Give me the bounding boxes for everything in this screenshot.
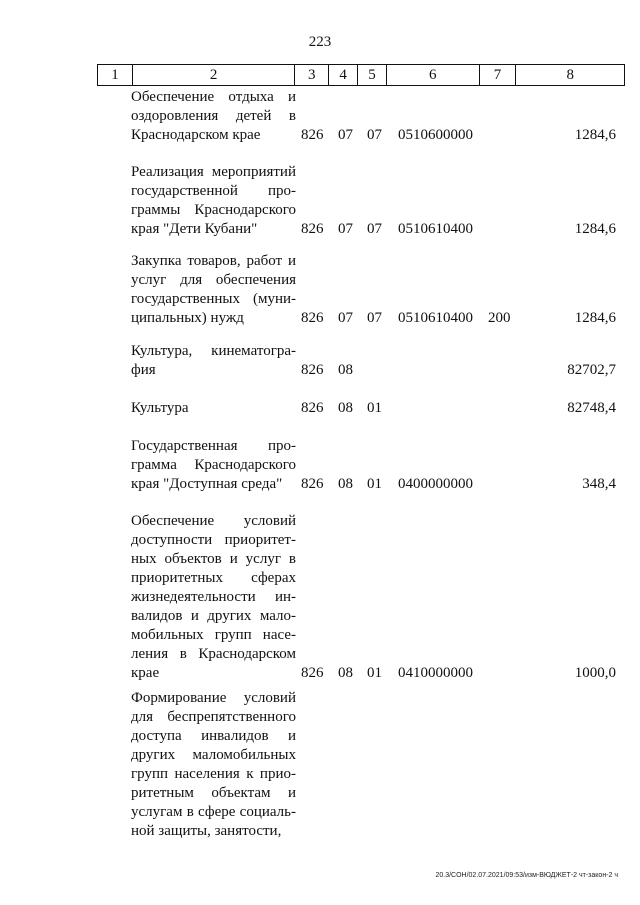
cell-c7: 200	[488, 310, 511, 326]
cell-c3: 826	[301, 665, 324, 681]
row-description	[131, 399, 296, 418]
row-description	[131, 88, 296, 145]
cell-c6: 0510610400	[398, 221, 473, 237]
description-line: Краснодарском крае	[131, 127, 261, 143]
cell-c5: 01	[367, 476, 382, 492]
description-line: ной защиты, занятости,	[131, 823, 282, 839]
description-line: доступности приоритет-	[131, 532, 296, 548]
description-line: Культура	[131, 400, 189, 416]
description-line: Обеспечение условий	[131, 513, 296, 529]
cell-c4: 08	[338, 362, 353, 378]
cell-c6: 0510610400	[398, 310, 473, 326]
description-line: края "Дети Кубани"	[131, 221, 258, 237]
header-col-3: 3	[295, 65, 329, 85]
description-line: ных объектов и услуг в	[131, 551, 296, 567]
description-line: Закупка товаров, работ и	[131, 253, 296, 269]
row-description	[131, 512, 296, 683]
description-line: валидов и других мало-	[131, 608, 296, 624]
description-line: приоритетных сферах	[131, 570, 296, 586]
description-line: для беспрепятственного	[131, 709, 296, 725]
cell-c6: 0410000000	[398, 665, 473, 681]
cell-c4: 08	[338, 400, 353, 416]
description-line: групп населения к прио-	[131, 766, 296, 782]
cell-c8: 348,4	[582, 476, 616, 492]
header-col-7: 7	[480, 65, 517, 85]
cell-c4: 07	[338, 127, 353, 143]
header-col-5: 5	[358, 65, 387, 85]
cell-c5: 07	[367, 221, 382, 237]
cell-c3: 826	[301, 476, 324, 492]
header-col-1: 1	[98, 65, 133, 85]
header-col-2: 2	[133, 65, 295, 85]
description-line: Обеспечение отдыха и	[131, 89, 296, 105]
description-line: граммы Краснодарского	[131, 202, 296, 218]
cell-c8: 82748,4	[567, 400, 616, 416]
description-line: оздоровления детей в	[131, 108, 296, 124]
description-line: мобильных групп насе-	[131, 627, 296, 643]
description-line: ления в Краснодарском	[131, 646, 296, 662]
description-line: края "Доступная среда"	[131, 476, 283, 492]
description-line: услугам в сфере социаль-	[131, 804, 296, 820]
row-description	[131, 252, 296, 328]
table-header	[97, 64, 625, 86]
description-line: Культура, кинематогра-	[131, 343, 296, 359]
description-line: ципальных) нужд	[131, 310, 244, 326]
cell-c3: 826	[301, 400, 324, 416]
cell-c8: 1284,6	[574, 127, 616, 143]
footer-stamp: 20.3/COH/02.07.2021/09:53/изм-ВЮДЖЕТ-2 чт-закон-2 ч	[435, 872, 618, 879]
description-line: государственной про-	[131, 183, 296, 199]
description-line: грамма Краснодарского	[131, 457, 296, 473]
cell-c8: 1284,6	[574, 221, 616, 237]
description-line: жизнедеятельности ин-	[131, 589, 296, 605]
cell-c3: 826	[301, 221, 324, 237]
row-description	[131, 437, 296, 494]
page-number: 223	[308, 34, 332, 50]
header-col-6: 6	[387, 65, 480, 85]
header-col-8: 8	[566, 67, 574, 83]
row-description	[131, 163, 296, 239]
description-line: Реализация мероприятий	[131, 164, 296, 180]
cell-c6: 0400000000	[398, 476, 473, 492]
header-col-4: 4	[329, 65, 358, 85]
description-line: Государственная про-	[131, 438, 296, 454]
row-description	[131, 342, 296, 380]
cell-c8: 82702,7	[567, 362, 616, 378]
cell-c3: 826	[301, 127, 324, 143]
description-line: услуг для обеспечения	[131, 272, 296, 288]
cell-c5: 01	[367, 665, 382, 681]
description-line: фия	[131, 362, 156, 378]
cell-c8: 1000,0	[574, 665, 616, 681]
cell-c5: 01	[367, 400, 382, 416]
cell-c4: 08	[338, 665, 353, 681]
description-line: других маломобильных	[131, 747, 296, 763]
row-description	[131, 689, 296, 841]
cell-c3: 826	[301, 310, 324, 326]
cell-c5: 07	[367, 310, 382, 326]
description-line: государственных (муни-	[131, 291, 296, 307]
cell-c3: 826	[301, 362, 324, 378]
description-line: доступа инвалидов и	[131, 728, 296, 744]
cell-c4: 08	[338, 476, 353, 492]
description-line: крае	[131, 665, 160, 681]
cell-c4: 07	[338, 221, 353, 237]
cell-c5: 07	[367, 127, 382, 143]
cell-c4: 07	[338, 310, 353, 326]
description-line: Формирование условий	[131, 690, 296, 706]
cell-c8: 1284,6	[574, 310, 616, 326]
cell-c6: 0510600000	[398, 127, 473, 143]
description-line: ритетным объектам и	[131, 785, 296, 801]
